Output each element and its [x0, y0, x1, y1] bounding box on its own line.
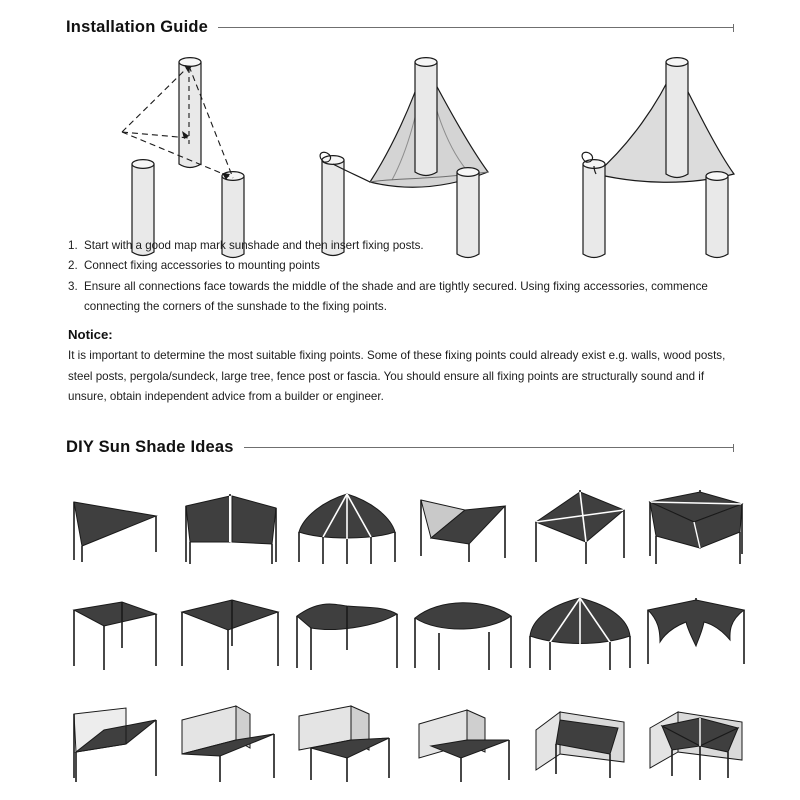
- idea-enclosed-corner-sail: [642, 700, 750, 786]
- idea-flat-square-canopy: [60, 592, 168, 672]
- idea-wall-extension-sail: [293, 700, 401, 786]
- heading-rule: [218, 27, 734, 28]
- idea-arched-canopy: [409, 592, 517, 672]
- idea-double-triangle-square: [176, 486, 284, 566]
- step-number: 3.: [68, 279, 78, 293]
- step-number: 2.: [68, 259, 78, 273]
- idea-peak-square-sail: [526, 486, 634, 566]
- idea-four-panel-umbrella: [293, 486, 401, 566]
- idea-side-wall-canopy: [409, 700, 517, 786]
- idea-corner-wall-sail: [60, 700, 168, 786]
- notice-title: Notice:: [68, 327, 113, 342]
- ideas-row-1: [60, 486, 750, 566]
- idea-triangle-two-post: [60, 486, 168, 566]
- idea-rectangle-four-post: [642, 486, 750, 566]
- page-title: Installation Guide: [66, 18, 209, 36]
- installation-steps: [68, 236, 740, 317]
- idea-wide-rectangle-canopy: [176, 592, 284, 672]
- step-text: Connect fixing accessories to mounting points: [84, 259, 320, 273]
- idea-wall-mounted-sail: [176, 700, 284, 786]
- idea-dome-panel-canopy: [526, 592, 634, 672]
- heading-rule: [244, 447, 734, 448]
- figure-attach-fabric: [300, 52, 500, 227]
- idea-courtyard-sail: [526, 700, 634, 786]
- step-item: [68, 277, 740, 318]
- step-item: [68, 236, 740, 256]
- step-text: Ensure all connections face towards the middle of the shade and are tightly secured. Using fixing accessories, commence connecting the corners of the sunshade to the fixing points.: [84, 279, 708, 313]
- section-heading-ideas: [66, 438, 734, 457]
- idea-long-wave-canopy: [293, 592, 401, 672]
- step-text: Start with a good map mark sunshade and then insert fixing posts.: [84, 239, 424, 252]
- ideas-row-3: [60, 700, 750, 786]
- notice-body: It is important to determine the most suitable fixing points. Some of these fixing points could already exist e.g. walls, wood posts, steel posts, pergola/sundeck, large tree, fence post or fascia. You should ensure all fixing points are structurally sound and if unsure, obtain independent advice from a builder or engineer.: [68, 349, 726, 404]
- idea-scalloped-canopy: [642, 592, 750, 672]
- step-item: [68, 256, 740, 276]
- idea-two-tone-triangle: [409, 486, 517, 566]
- section-title-ideas: DIY Sun Shade Ideas: [66, 438, 234, 456]
- ideas-row-2: [60, 592, 750, 672]
- step-number: 1.: [68, 239, 78, 252]
- figure-mark-posts: [62, 52, 262, 227]
- section-heading-installation: [66, 18, 734, 37]
- figure-tension-shade: [538, 52, 738, 227]
